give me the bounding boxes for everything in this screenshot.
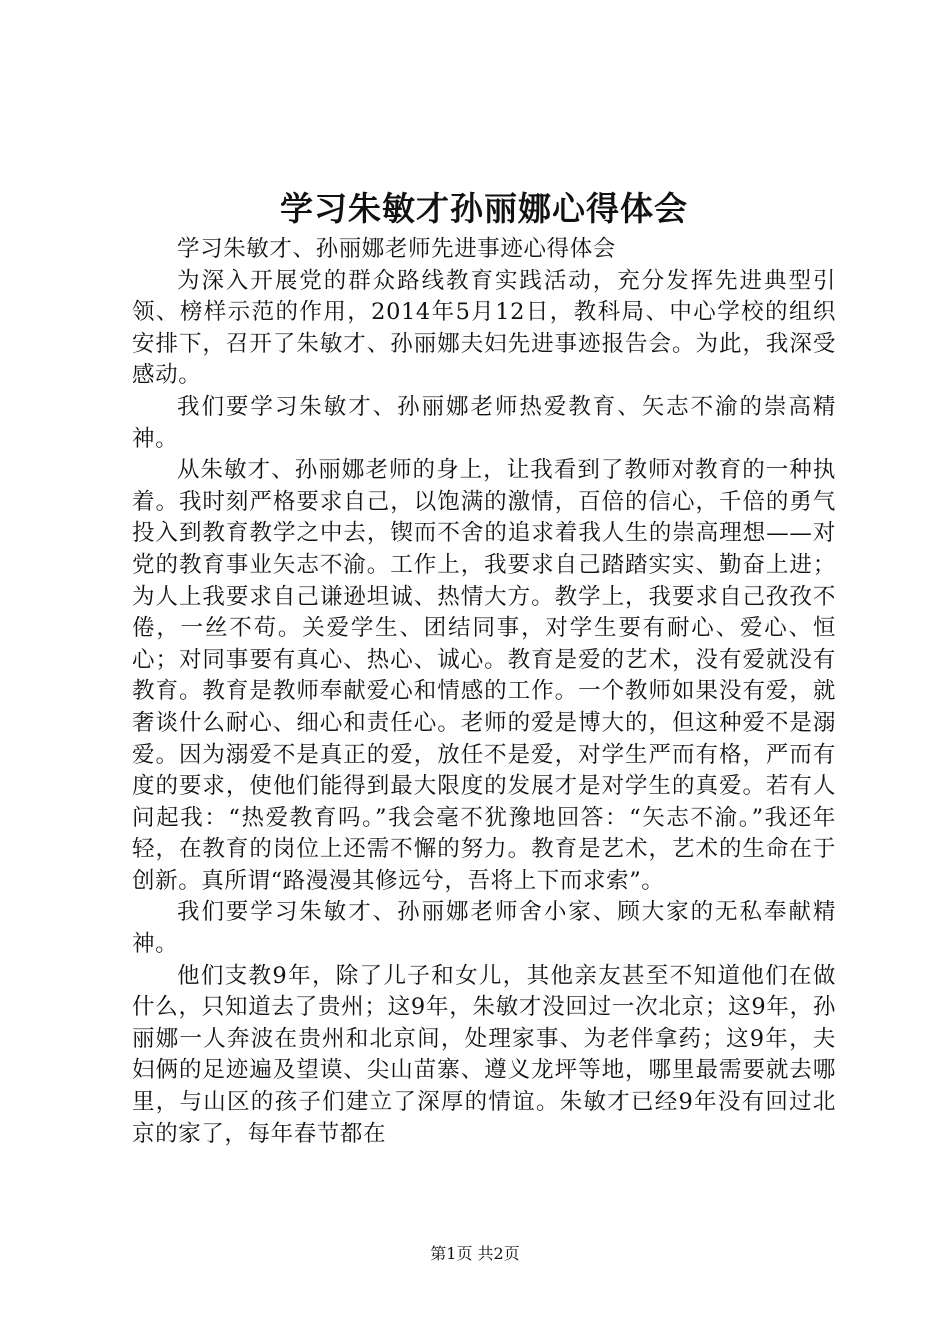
paragraph: 他们支教9年，除了儿子和女儿，其他亲友甚至不知道他们在做什么，只知道去了贵州；这9年，朱敏才没回过一次北京；这9年，孙丽娜一人奔波在贵州和北京间，处理家事、为老伴拿药；这9年，夫妇俩的足迹遍及望谟、尖山苗寨、遵义龙坪等地，哪里最需要就去哪里，与山区的孩子们建立了深厚的情谊。朱敏才已经9年没有回过北京的家了，每年春节都在 bbox=[132, 962, 836, 1147]
page-number-indicator: 第1页 共2页 bbox=[430, 1244, 520, 1263]
paragraph: 我们要学习朱敏才、孙丽娜老师舍小家、顾大家的无私奉献精神。 bbox=[132, 899, 836, 958]
document-title: 学习朱敏才孙丽娜心得体会 bbox=[280, 189, 688, 228]
document-page bbox=[132, 0, 836, 1344]
paragraph-subtitle: 学习朱敏才、孙丽娜老师先进事迹心得体会 bbox=[177, 236, 616, 262]
paragraph: 从朱敏才、孙丽娜老师的身上，让我看到了教师对教育的一种执着。我时刻严格要求自己，以饱满的激情，百倍的信心，千倍的勇气投入到教育教学之中去，锲而不舍的追求着我人生的崇高理想——对党的教育事业矢志不渝。工作上，我要求自己踏踏实实、勤奋上进；为人上我要求自己谦逊坦诚、热情大方。教学上，我要求自己孜孜不倦，一丝不苟。关爱学生、团结同事，对学生要有耐心、爱心、恒心；对同事要有真心、热心、诚心。教育是爱的艺术，没有爱就没有教育。教育是教师奉献爱心和情感的工作。一个教师如果没有爱，就奢谈什么耐心、细心和责任心。老师的爱是博大的，但这种爱不是溺爱。因为溺爱不是真正的爱，放任不是爱，对学生严而有格，严而有度的要求，使他们能得到最大限度的发展才是对学生的真爱。若有人问起我：“热爱教育吗。”我会毫不犹豫地回答：“矢志不渝。”我还年轻，在教育的岗位上还需不懈的努力。教育是艺术，艺术的生命在于创新。真所谓“路漫漫其修远兮，吾将上下而求索”。 bbox=[132, 457, 836, 894]
document-body bbox=[132, 234, 836, 1150]
paragraph: 为深入开展党的群众路线教育实践活动，充分发挥先进典型引领、榜样示范的作用，2014年5月12日，教科局、中心学校的组织安排下，召开了朱敏才、孙丽娜夫妇先进事迹报告会。为此，我深受感动。 bbox=[132, 267, 836, 389]
paragraph: 我们要学习朱敏才、孙丽娜老师热爱教育、矢志不渝的崇高精神。 bbox=[132, 393, 836, 452]
page-footer bbox=[0, 1243, 950, 1265]
